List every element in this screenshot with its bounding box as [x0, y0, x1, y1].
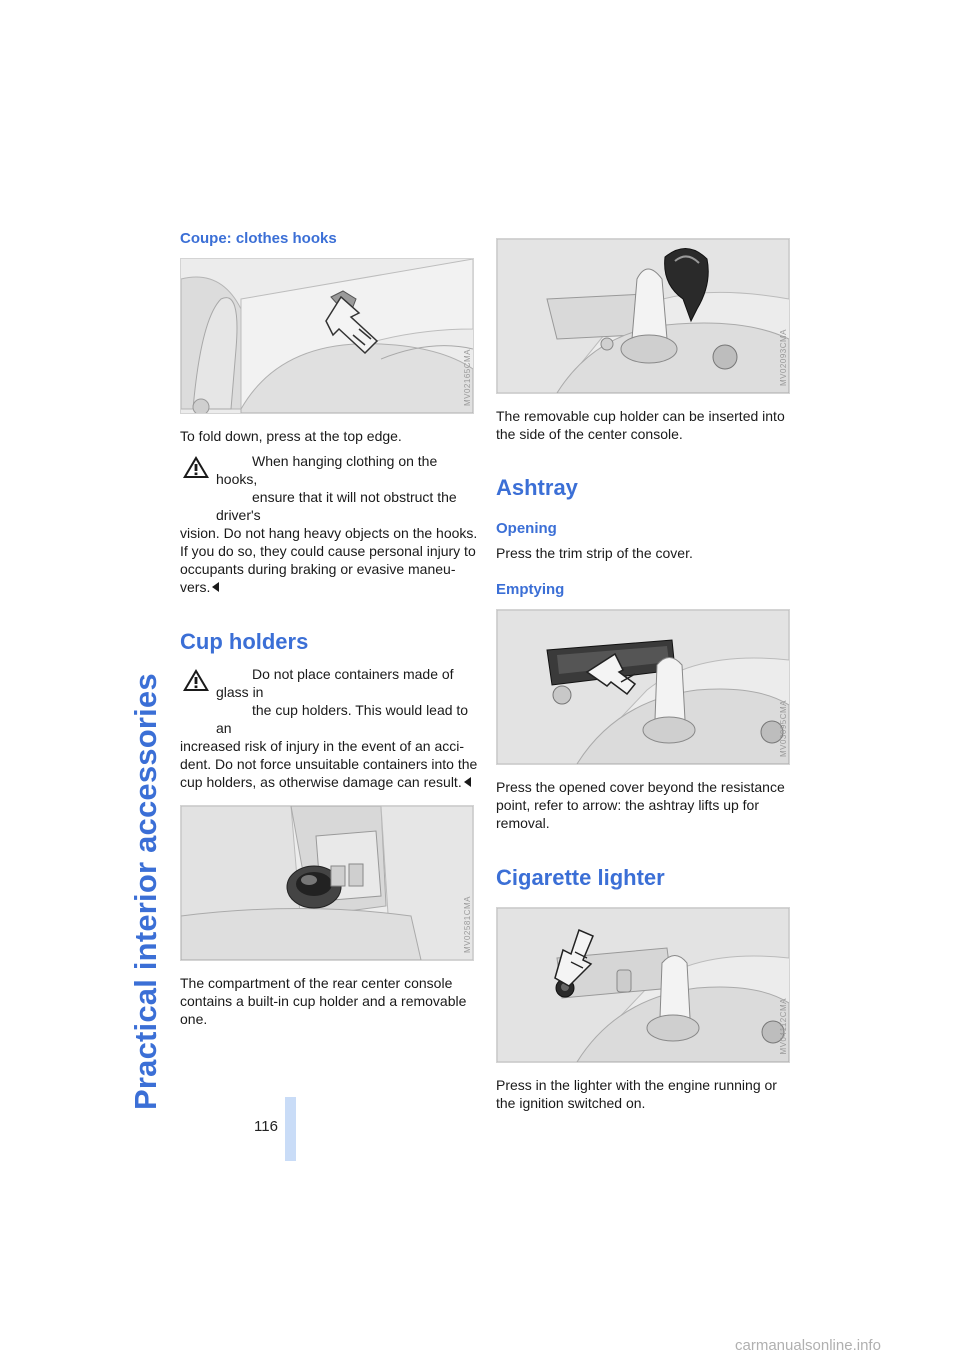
warning-triangle-icon	[182, 455, 210, 479]
cup-holders-text: The compartment of the rear center console contains a built-in cup holder and a removable one.	[180, 975, 467, 1027]
warning-line-2: ensure that it will not obstruct the driver's	[216, 489, 457, 523]
opening-heading: Opening	[496, 520, 557, 537]
removable-cup-holder-text: The removable cup holder can be inserted into the side of the center console.	[496, 408, 785, 442]
right-column	[496, 238, 794, 1112]
figure-code: MV02165CMA	[463, 349, 472, 407]
left-column	[180, 230, 478, 1028]
clothes-hooks-text: To fold down, press at the top edge.	[180, 428, 402, 444]
side-section-title	[124, 230, 164, 1130]
warning-line-2: the cup holders. This would lead to an	[216, 702, 469, 736]
warning-body: vision. Do not hang heavy objects on the hooks. If you do so, they could cause personal injury to occupants during braking or evasive maneu-vers.	[180, 525, 478, 595]
warning-line-1: Do not place containers made of glass in	[216, 666, 454, 700]
cup-holders-warning	[180, 665, 478, 791]
figure-code: MV02581CMA	[463, 896, 472, 954]
clothes-hooks-warning	[180, 452, 478, 596]
clothes-hooks-illustration	[180, 258, 474, 414]
ashtray-illustration	[496, 609, 790, 765]
rear-cup-holder-illustration	[180, 805, 474, 961]
end-of-note-icon	[212, 582, 219, 592]
clothes-hooks-drawing	[181, 259, 473, 413]
removable-cup-holder-illustration	[496, 238, 790, 394]
rear-cup-holder-drawing	[181, 806, 473, 960]
emptying-text: Press the opened cover beyond the resistance point, refer to arrow: the ashtray lifts up for removal.	[496, 779, 785, 831]
clothes-hooks-heading: Coupe: clothes hooks	[180, 230, 337, 247]
ashtray-drawing	[497, 610, 789, 764]
removable-cup-holder-drawing	[497, 239, 789, 393]
figure-code: MV04112CMA	[779, 998, 788, 1055]
footer-watermark: carmanualsonline.info	[735, 1337, 881, 1354]
warning-body: increased risk of injury in the event of an acci-dent. Do not force unsuitable containers into the cup holders, as otherwise damage can result.	[180, 738, 478, 790]
figure-code: MV02093CMA	[779, 329, 788, 387]
figure-code: MV03095CMA	[779, 700, 788, 758]
page-marker-bar	[285, 1097, 296, 1161]
cigarette-lighter-heading: Cigarette lighter	[496, 865, 665, 890]
cup-holders-heading: Cup holders	[180, 629, 309, 654]
ashtray-heading: Ashtray	[496, 475, 578, 500]
page-number: 116	[254, 1118, 278, 1135]
end-of-note-icon	[464, 777, 471, 787]
warning-triangle-icon	[182, 668, 210, 692]
cigarette-lighter-illustration	[496, 907, 790, 1063]
cigarette-lighter-text: Press in the lighter with the engine running or the ignition switched on.	[496, 1077, 777, 1111]
side-section-title-text: Practical interior accessories	[128, 673, 163, 1110]
opening-text: Press the trim strip of the cover.	[496, 545, 693, 561]
emptying-heading: Emptying	[496, 581, 565, 598]
warning-line-1: When hanging clothing on the hooks,	[216, 453, 438, 487]
cigarette-lighter-drawing	[497, 908, 789, 1062]
